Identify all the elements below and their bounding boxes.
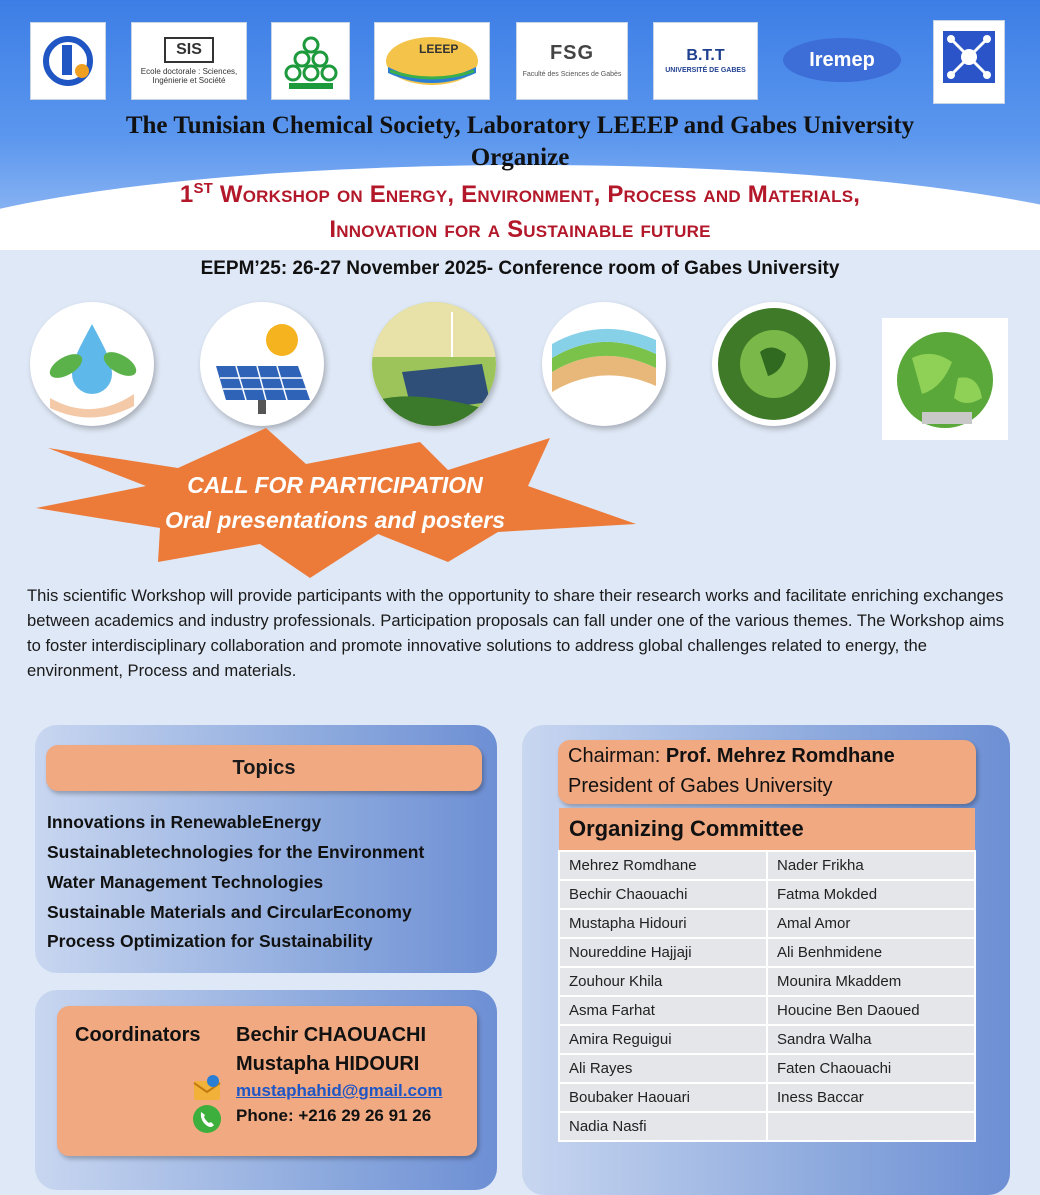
committee-member: Houcine Ben Daoued xyxy=(767,996,975,1025)
topic-item: Water Management Technologies xyxy=(47,872,324,892)
committee-member: Mustapha Hidouri xyxy=(559,909,767,938)
organize-line: Organize xyxy=(470,144,570,171)
committee-member: Ali Benhmidene xyxy=(767,938,975,967)
green-energy-landscape-icon xyxy=(372,302,496,426)
committee-member: Noureddine Hajjaji xyxy=(559,938,767,967)
logo-leeep xyxy=(374,22,490,100)
email-icon xyxy=(192,1073,222,1103)
coordinator-name: Bechir CHAOUACHI xyxy=(236,1024,427,1046)
table-row xyxy=(559,1083,975,1112)
table-row xyxy=(559,909,975,938)
committee-member: Mehrez Romdhane xyxy=(559,851,767,880)
committee-member: Amal Amor xyxy=(767,909,975,938)
committee-member xyxy=(767,1112,975,1141)
logo-leeep-text: LEEEP xyxy=(419,42,459,56)
table-row xyxy=(559,938,975,967)
intro-paragraph: This scientific Workshop will provide participants with the opportunity to share their research works and facilitate enriching exchanges between academics and industry professionals. Participation proposals can fall under one of the various themes. The Workshop aims to foster interdisciplinary collaboration and promote innovative solutions to address global challenges related to energy, the environment, Process and materials. xyxy=(27,586,1005,680)
committee-member: Zouhour Khila xyxy=(559,967,767,996)
theme-landscape-image xyxy=(372,302,496,426)
committee-member: Faten Chaouachi xyxy=(767,1054,975,1083)
committee-table xyxy=(558,808,976,1142)
material-layers-icon xyxy=(542,302,666,426)
topic-item: Innovations in RenewableEnergy xyxy=(47,812,322,832)
logo-btt-sub: UNIVERSITÉ DE GABES xyxy=(665,67,746,75)
committee-member: Boubaker Haouari xyxy=(559,1083,767,1112)
phone-icon xyxy=(192,1104,222,1134)
chairman-name: Prof. Mehrez Romdhane xyxy=(665,745,895,767)
committee-member: Nadia Nasfi xyxy=(559,1112,767,1141)
recycling-earth-icon xyxy=(712,302,836,426)
hexagon-logo-icon xyxy=(281,31,341,91)
logo-iremep-text: Iremep xyxy=(809,48,875,71)
logo-fsg-sub: Faculté des Sciences de Gabès xyxy=(522,71,622,79)
table-row xyxy=(559,851,975,880)
chairman-line xyxy=(568,745,895,768)
topic-item: Sustainable Materials and CircularEconomy xyxy=(47,902,412,922)
water-drop-icon xyxy=(30,302,154,426)
organizers-line: The Tunisian Chemical Society, Laboratory LEEEP and Gabes University xyxy=(125,112,915,139)
committee-heading: Organizing Committee xyxy=(559,808,975,851)
theme-materials-image xyxy=(542,302,666,426)
committee-member: Bechir Chaouachi xyxy=(559,880,767,909)
committee-member: Sandra Walha xyxy=(767,1025,975,1054)
committee-member: Asma Farhat xyxy=(559,996,767,1025)
university-logo-icon xyxy=(38,31,98,91)
committee-member: Ali Rayes xyxy=(559,1054,767,1083)
logo-university-1 xyxy=(30,22,106,100)
table-row xyxy=(559,1025,975,1054)
call-burst-shape xyxy=(28,424,640,580)
title-sup: ST xyxy=(193,180,214,197)
logo-fsg xyxy=(516,22,628,100)
logo-iremep xyxy=(783,38,901,82)
theme-solar-image xyxy=(200,302,324,426)
green-globe-icon xyxy=(882,318,1008,440)
logo-fsg-text: FSG xyxy=(549,42,595,65)
solar-panel-icon xyxy=(200,302,324,426)
topics-heading-box xyxy=(46,745,482,791)
table-row xyxy=(559,1112,975,1141)
committee-rows xyxy=(559,851,975,1141)
committee-member: Nader Frikha xyxy=(767,851,975,880)
logo-sis-text: SIS xyxy=(164,37,214,63)
chairman-role: President of Gabes University xyxy=(568,775,833,797)
title-line1-text: Workshop on Energy, Environment, Process and Materials, xyxy=(213,181,861,208)
committee-member: Fatma Mokded xyxy=(767,880,975,909)
topic-item: Process Optimization for Sustainability xyxy=(47,931,373,951)
coordinator-email-link[interactable]: mustaphahid@gmail.com xyxy=(236,1081,443,1100)
chairman-label: Chairman: xyxy=(568,745,666,767)
theme-water-image xyxy=(30,302,154,426)
theme-green-globe-image xyxy=(882,318,1008,440)
table-row xyxy=(559,996,975,1025)
logo-btt-text: B.T.T xyxy=(686,46,725,64)
call-line1: CALL FOR PARTICIPATION xyxy=(187,472,483,498)
committee-member: Mounira Mkaddem xyxy=(767,967,975,996)
logo-btt xyxy=(653,22,758,100)
title-prefix: 1 xyxy=(179,181,194,208)
workshop-title-line1 xyxy=(0,180,1040,209)
logo-sis-sub: Ecole doctorale : Sciences, Ingénierie et Société xyxy=(140,67,238,86)
table-row xyxy=(559,967,975,996)
workshop-title-line2: Innovation for a Sustainable future xyxy=(329,216,711,243)
table-row xyxy=(559,880,975,909)
molecule-logo-icon xyxy=(939,27,999,97)
call-line2: Oral presentations and posters xyxy=(165,507,505,533)
table-row xyxy=(559,1054,975,1083)
committee-member: Amira Reguigui xyxy=(559,1025,767,1054)
topics-heading: Topics xyxy=(232,757,296,779)
logo-sis xyxy=(131,22,247,100)
event-line: EEPM’25: 26-27 November 2025- Conference room of Gabes University xyxy=(200,258,840,279)
coordinator-name: Mustapha HIDOURI xyxy=(236,1053,420,1075)
theme-earth-image xyxy=(712,302,836,426)
topic-item: Sustainabletechnologies for the Environment xyxy=(47,842,425,862)
logo-hexagon xyxy=(271,22,350,100)
coordinators-label: Coordinators xyxy=(75,1024,201,1046)
committee-member: Iness Baccar xyxy=(767,1083,975,1112)
coordinator-phone: Phone: +216 29 26 91 26 xyxy=(236,1106,432,1125)
logo-chemical-society xyxy=(933,20,1005,104)
